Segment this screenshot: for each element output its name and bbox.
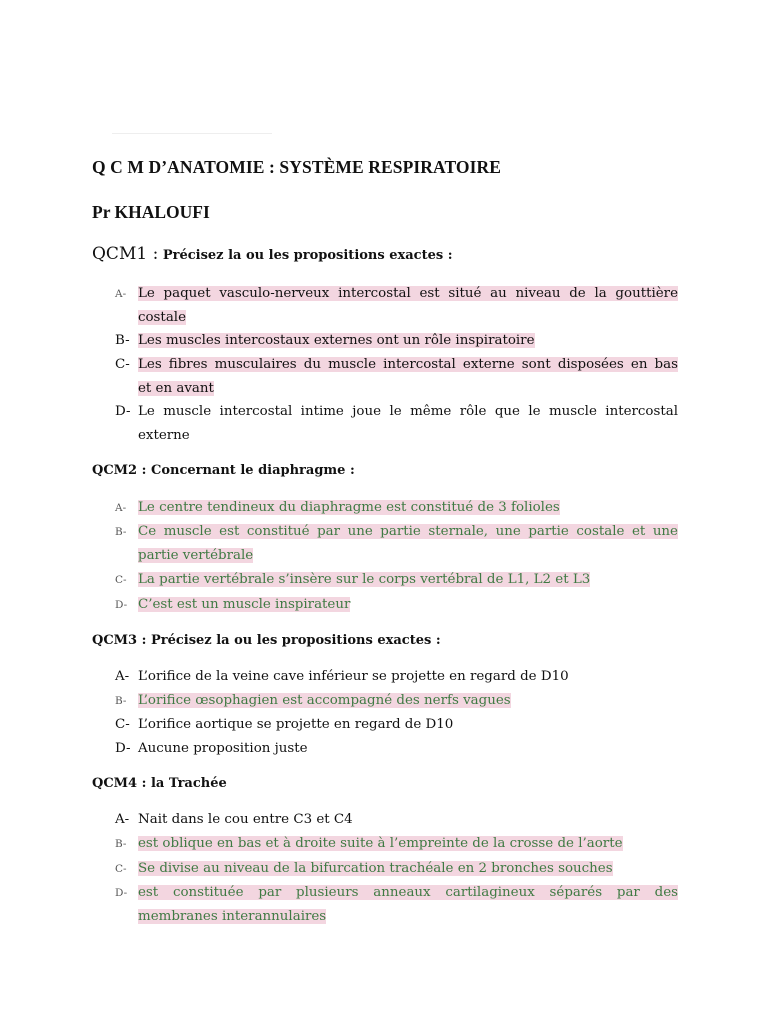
option-1c: [115, 353, 678, 401]
question-heading-1: [92, 244, 453, 264]
option-3d: [115, 737, 678, 761]
option-text-line: Le paquet vasculo-nerveux intercostal est situé au niveau de la gouttière: [138, 286, 678, 301]
option-text-line: et en avant: [138, 381, 214, 396]
option-letter: C-: [115, 574, 127, 586]
question-prompt: Concernant le diaphragme :: [150, 463, 355, 478]
option-letter: A-: [115, 288, 127, 300]
option-2b: [115, 520, 678, 568]
option-text-line: Les fibres musculaires du muscle intercostal externe sont disposées en bas: [138, 357, 678, 372]
option-text-line: L’orifice de la veine cave inférieur se projette en regard de D10: [138, 669, 569, 684]
option-text-line: est constituée par plusieurs anneaux cartilagineux séparés par des: [138, 885, 678, 900]
option-4d: [115, 881, 678, 929]
option-1d: [115, 400, 678, 448]
option-text-line: membranes interannulaires: [138, 909, 327, 924]
option-1a: [115, 282, 678, 330]
question-label: QCM4 :: [92, 776, 147, 791]
option-text-line: Se divise au niveau de la bifurcation trachéale en 2 bronches souches: [138, 861, 613, 876]
document-title: Q C M D’ANATOMIE : SYSTÈME RESPIRATOIRE: [92, 157, 502, 177]
option-letter: D-: [115, 404, 131, 419]
option-letter: C-: [115, 717, 130, 732]
option-3b: [115, 689, 678, 713]
option-letter: B-: [115, 838, 127, 850]
option-text-line: Les muscles intercostaux externes ont un rôle inspiratoire: [138, 333, 535, 348]
option-letter: A-: [115, 502, 127, 514]
option-3c: [115, 713, 678, 737]
option-letter: C-: [115, 863, 127, 875]
option-text-line: Aucune proposition juste: [138, 741, 308, 756]
question-heading-2: [92, 463, 355, 478]
option-letter: D-: [115, 887, 128, 899]
option-letter: B-: [115, 333, 130, 348]
question-prompt: Précisez la ou les propositions exactes :: [150, 633, 441, 648]
option-letter: C-: [115, 357, 130, 372]
option-3a: [115, 665, 678, 689]
option-text-line: est oblique en bas et à droite suite à l’empreinte de la crosse de l’aorte: [138, 836, 623, 851]
question-prompt: Précisez la ou les propositions exactes :: [162, 248, 453, 263]
option-text-line: La partie vertébrale s’insère sur le corps vertébral de L1, L2 et L3: [138, 572, 591, 587]
option-2a: [115, 496, 678, 520]
option-letter: A-: [115, 812, 130, 827]
option-text-line: C’est est un muscle inspirateur: [138, 597, 351, 612]
option-text-line: externe: [138, 428, 190, 443]
option-text-line: L’orifice œsophagien est accompagné des nerfs vagues: [138, 693, 511, 708]
option-4c: [115, 857, 678, 881]
option-letter: B-: [115, 695, 127, 707]
option-letter: D-: [115, 599, 128, 611]
option-1b: [115, 329, 678, 353]
question-prompt: la Trachée: [150, 776, 227, 791]
question-heading-4: [92, 776, 227, 791]
option-4a: [115, 808, 678, 832]
option-letter: A-: [115, 669, 130, 684]
option-2c: [115, 568, 678, 592]
option-letter: D-: [115, 741, 131, 756]
header-rule: [112, 133, 272, 134]
option-text-line: costale: [138, 310, 187, 325]
author-name: Pr KHALOUFI: [92, 202, 210, 222]
option-text-line: Ce muscle est constitué par une partie sternale, une partie costale et une: [138, 524, 678, 539]
question-label: QCM1 :: [92, 244, 159, 264]
option-2d: [115, 593, 678, 617]
option-letter: B-: [115, 526, 127, 538]
option-4b: [115, 832, 678, 856]
option-text-line: L’orifice aortique se projette en regard de D10: [138, 717, 454, 732]
option-text-line: Le muscle intercostal intime joue le même rôle que le muscle intercostal: [138, 404, 678, 419]
option-text-line: Nait dans le cou entre C3 et C4: [138, 812, 353, 827]
option-text-line: Le centre tendineux du diaphragme est constitué de 3 folioles: [138, 500, 560, 515]
question-heading-3: [92, 633, 441, 648]
question-label: QCM2 :: [92, 463, 147, 478]
option-text-line: partie vertébrale: [138, 548, 254, 563]
question-label: QCM3 :: [92, 633, 147, 648]
